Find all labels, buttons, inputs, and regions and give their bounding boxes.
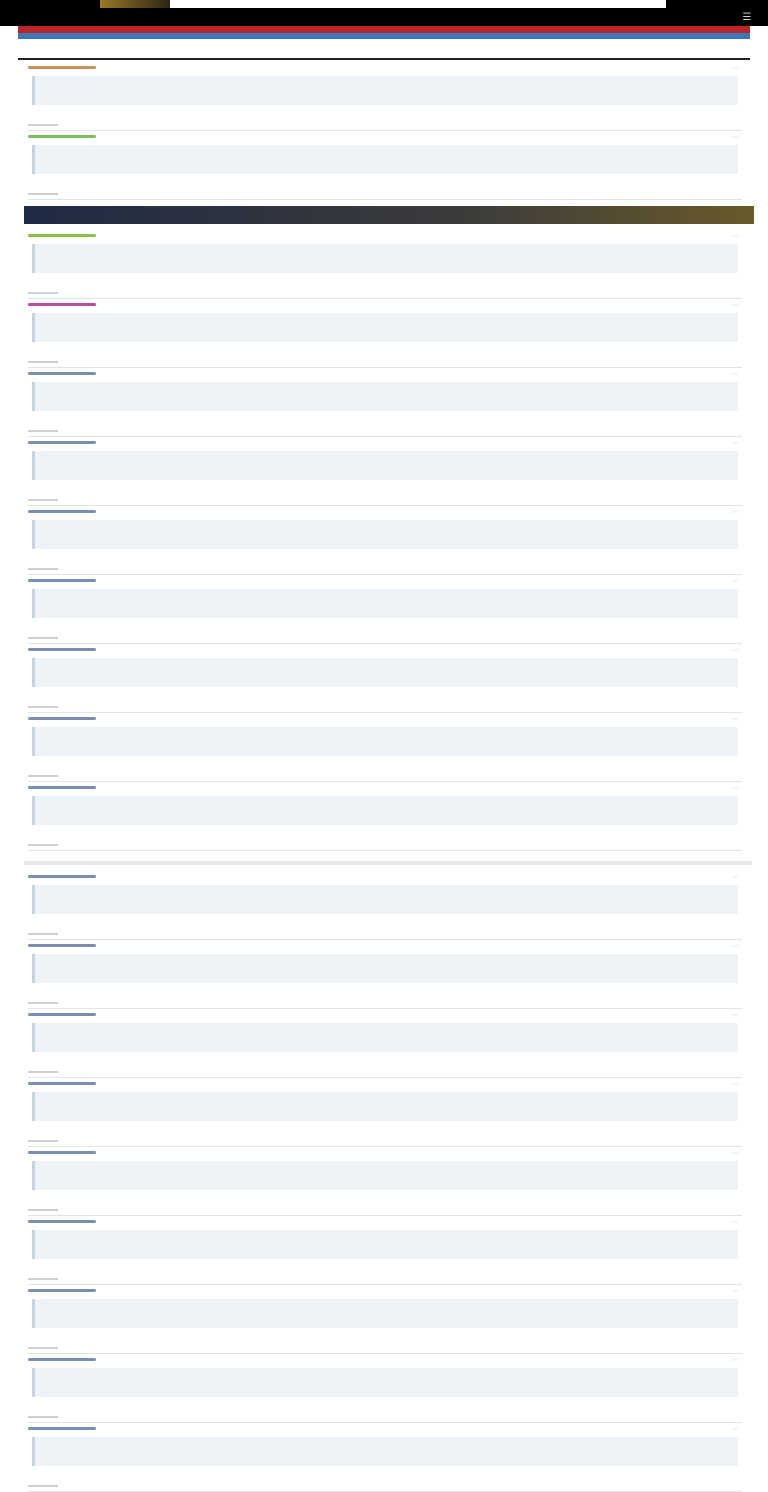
post-username[interactable]: [124, 942, 244, 952]
primary-nav-bar[interactable]: [18, 26, 750, 33]
user-rank-bar: [28, 1013, 96, 1016]
quote-text: [75, 964, 730, 980]
post-username[interactable]: [124, 64, 244, 74]
post-quote: [32, 1368, 738, 1397]
post-quote: [32, 658, 738, 687]
post-reply-link[interactable]: [28, 1071, 58, 1073]
post-username[interactable]: [124, 1218, 244, 1228]
post-options-icon[interactable]: ⋯: [731, 440, 739, 447]
post-header: [28, 646, 742, 656]
post-username[interactable]: [124, 1080, 244, 1090]
post-body: [28, 986, 742, 1000]
post-quote: [32, 1437, 738, 1466]
post-number[interactable]: [688, 371, 718, 379]
forum-post: [28, 871, 742, 940]
post-header: [28, 1287, 742, 1297]
user-rank-bar: [28, 66, 96, 69]
post-options-icon[interactable]: ⋯: [731, 647, 739, 654]
post-options-icon[interactable]: ⋯: [731, 65, 739, 72]
post-reply-link[interactable]: [28, 499, 58, 501]
post-number[interactable]: [688, 440, 718, 448]
quote-author[interactable]: [75, 147, 730, 155]
post-options-icon[interactable]: ⋯: [731, 716, 739, 723]
post-reply-link[interactable]: [28, 1347, 58, 1349]
quote-text: [75, 806, 730, 822]
user-rank-bar: [28, 717, 96, 720]
post-username[interactable]: [124, 715, 244, 725]
quote-text: [75, 155, 730, 171]
post-reply-link[interactable]: [28, 292, 58, 294]
quote-author[interactable]: [75, 315, 730, 323]
post-timestamp: [248, 134, 448, 142]
post-quote: [32, 1161, 738, 1190]
quote-text: [75, 737, 730, 753]
quote-author[interactable]: [75, 78, 730, 86]
forum-post: [28, 1216, 742, 1285]
post-reply-link[interactable]: [28, 430, 58, 432]
post-timestamp: [248, 1426, 448, 1434]
quote-author[interactable]: [75, 956, 730, 964]
post-timestamp: [248, 716, 448, 724]
post-body: [28, 1262, 742, 1276]
post-reply-link[interactable]: [28, 568, 58, 570]
quote-author[interactable]: [75, 1301, 730, 1309]
quote-text: [75, 86, 730, 102]
post-username[interactable]: [124, 370, 244, 380]
post-quote: [32, 727, 738, 756]
post-number[interactable]: [688, 716, 718, 724]
post-username[interactable]: [124, 1425, 244, 1435]
post-header: [28, 1218, 742, 1228]
user-rank-bar: [28, 1289, 96, 1292]
post-options-icon[interactable]: ⋯: [731, 943, 739, 950]
post-body: [28, 552, 742, 566]
post-quote: [32, 145, 738, 174]
post-header: [28, 577, 742, 587]
post-reply-link[interactable]: [28, 1002, 58, 1004]
post-options-icon[interactable]: ⋯: [731, 1219, 739, 1226]
post-reply-link[interactable]: [28, 124, 58, 126]
post-body: [28, 759, 742, 773]
user-rank-bar: [28, 234, 96, 237]
post-username[interactable]: [124, 232, 244, 242]
post-username[interactable]: [124, 577, 244, 587]
post-timestamp: [248, 1012, 448, 1020]
post-options-icon[interactable]: ⋯: [731, 1012, 739, 1019]
inline-ad-banner[interactable]: [24, 206, 754, 224]
forum-post: [28, 230, 742, 299]
quote-author[interactable]: [75, 1025, 730, 1033]
user-rank-bar: [28, 1220, 96, 1223]
post-options-icon[interactable]: ⋯: [731, 1288, 739, 1295]
post-number[interactable]: [688, 647, 718, 655]
post-reply-link[interactable]: [28, 1485, 58, 1487]
post-quote: [32, 451, 738, 480]
post-header: [28, 232, 742, 242]
quote-author[interactable]: [75, 887, 730, 895]
user-rank-bar: [28, 441, 96, 444]
post-timestamp: [248, 874, 448, 882]
post-username[interactable]: [124, 873, 244, 883]
post-list: [28, 62, 742, 1492]
post-body: [28, 1193, 742, 1207]
post-reply-link[interactable]: [28, 844, 58, 846]
user-rank-bar: [28, 510, 96, 513]
post-header: [28, 1080, 742, 1090]
post-reply-link[interactable]: [28, 1209, 58, 1211]
site-logo[interactable]: [10, 12, 150, 24]
forum-post: [28, 131, 742, 200]
user-rank-bar: [28, 1151, 96, 1154]
post-options-icon[interactable]: ⋯: [731, 134, 739, 141]
post-username[interactable]: [124, 439, 244, 449]
forum-post: [28, 940, 742, 1009]
post-timestamp: [248, 233, 448, 241]
post-username[interactable]: [124, 646, 244, 656]
user-rank-bar: [28, 648, 96, 651]
post-quote: [32, 796, 738, 825]
post-number[interactable]: [688, 578, 718, 586]
post-reply-link[interactable]: [28, 193, 58, 195]
quote-author[interactable]: [75, 384, 730, 392]
post-timestamp: [248, 302, 448, 310]
post-options-icon[interactable]: ⋯: [731, 1150, 739, 1157]
post-header: [28, 715, 742, 725]
post-username[interactable]: [124, 1011, 244, 1021]
banner-emblem-image: [100, 0, 170, 8]
post-quote: [32, 1023, 738, 1052]
post-options-icon[interactable]: ⋯: [731, 509, 739, 516]
post-body: [28, 108, 742, 122]
post-username[interactable]: [124, 133, 244, 143]
forum-post: [28, 368, 742, 437]
post-quote: [32, 885, 738, 914]
quote-text: [75, 1102, 730, 1118]
quote-text: [75, 1378, 730, 1394]
quote-text: [75, 1309, 730, 1325]
post-header: [28, 784, 742, 794]
quote-text: [75, 461, 730, 477]
post-number[interactable]: [688, 233, 718, 241]
post-body: [28, 483, 742, 497]
thread-divider: [18, 58, 750, 60]
quote-author[interactable]: [75, 1163, 730, 1171]
user-rank-bar: [28, 1358, 96, 1361]
post-header: [28, 301, 742, 311]
post-body: [28, 1124, 742, 1138]
post-number[interactable]: [688, 874, 718, 882]
post-body: [28, 828, 742, 842]
post-quote: [32, 1299, 738, 1328]
quote-text: [75, 323, 730, 339]
post-timestamp: [248, 371, 448, 379]
post-timestamp: [248, 1288, 448, 1296]
forum-post: [28, 1354, 742, 1423]
post-header: [28, 1356, 742, 1366]
post-timestamp: [248, 943, 448, 951]
hamburger-menu-icon[interactable]: ☰: [742, 12, 752, 23]
top-ad-banner[interactable]: [100, 0, 666, 8]
post-quote: [32, 76, 738, 105]
forum-post: [28, 713, 742, 782]
post-number[interactable]: [688, 943, 718, 951]
post-body: [28, 1331, 742, 1345]
quote-author[interactable]: [75, 1094, 730, 1102]
quote-author[interactable]: [75, 453, 730, 461]
post-number[interactable]: [688, 785, 718, 793]
page-separator: [24, 861, 752, 865]
post-body: [28, 1055, 742, 1069]
post-number[interactable]: [688, 1357, 718, 1365]
thread-info: [420, 44, 740, 52]
post-timestamp: [248, 578, 448, 586]
post-options-icon[interactable]: ⋯: [731, 371, 739, 378]
post-quote: [32, 520, 738, 549]
quote-text: [75, 599, 730, 615]
user-rank-bar: [28, 875, 96, 878]
quote-author[interactable]: [75, 522, 730, 530]
post-header: [28, 133, 742, 143]
forum-post: [28, 506, 742, 575]
post-body: [28, 917, 742, 931]
post-quote: [32, 1230, 738, 1259]
post-reply-link[interactable]: [28, 1140, 58, 1142]
secondary-nav-bar[interactable]: [18, 33, 750, 39]
quote-author[interactable]: [75, 1439, 730, 1447]
quote-author[interactable]: [75, 798, 730, 806]
quote-author[interactable]: [75, 246, 730, 254]
quote-author[interactable]: [75, 660, 730, 668]
post-header: [28, 873, 742, 883]
post-number[interactable]: [688, 65, 718, 73]
quote-text: [75, 254, 730, 270]
post-reply-link[interactable]: [28, 1278, 58, 1280]
post-body: [28, 414, 742, 428]
user-rank-bar: [28, 786, 96, 789]
post-body: [28, 690, 742, 704]
post-body: [28, 345, 742, 359]
user-rank-bar: [28, 1082, 96, 1085]
quote-author[interactable]: [75, 1232, 730, 1240]
post-options-icon[interactable]: ⋯: [731, 785, 739, 792]
post-quote: [32, 313, 738, 342]
post-body: [28, 1400, 742, 1414]
post-timestamp: [248, 1150, 448, 1158]
post-username[interactable]: [124, 1287, 244, 1297]
post-timestamp: [248, 1219, 448, 1227]
post-header: [28, 370, 742, 380]
forum-post: [28, 299, 742, 368]
forum-post: [28, 644, 742, 713]
user-rank-bar: [28, 1427, 96, 1430]
post-header: [28, 439, 742, 449]
quote-author[interactable]: [75, 729, 730, 737]
post-timestamp: [248, 509, 448, 517]
post-reply-link[interactable]: [28, 637, 58, 639]
post-timestamp: [248, 785, 448, 793]
post-header: [28, 942, 742, 952]
post-number[interactable]: [688, 302, 718, 310]
quote-text: [75, 392, 730, 408]
quote-author[interactable]: [75, 1370, 730, 1378]
post-options-icon[interactable]: ⋯: [731, 1357, 739, 1364]
forum-post: [28, 1285, 742, 1354]
banner-text: [400, 0, 660, 8]
post-options-icon[interactable]: ⋯: [731, 874, 739, 881]
post-options-icon[interactable]: ⋯: [731, 233, 739, 240]
post-quote: [32, 589, 738, 618]
post-quote: [32, 382, 738, 411]
post-reply-link[interactable]: [28, 706, 58, 708]
post-number[interactable]: [688, 1012, 718, 1020]
post-options-icon[interactable]: ⋯: [731, 578, 739, 585]
quote-text: [75, 1447, 730, 1463]
quote-author[interactable]: [75, 591, 730, 599]
post-number[interactable]: [688, 509, 718, 517]
post-header: [28, 64, 742, 74]
post-number[interactable]: [688, 1219, 718, 1227]
post-options-icon[interactable]: ⋯: [731, 1426, 739, 1433]
post-body: [28, 1469, 742, 1483]
post-header: [28, 1425, 742, 1435]
quote-text: [75, 668, 730, 684]
post-options-icon[interactable]: ⋯: [731, 302, 739, 309]
post-reply-link[interactable]: [28, 361, 58, 363]
post-number[interactable]: [688, 1150, 718, 1158]
forum-post: [28, 437, 742, 506]
post-number[interactable]: [688, 1288, 718, 1296]
forum-post: [28, 1423, 742, 1492]
post-body: [28, 177, 742, 191]
forum-post: [28, 1147, 742, 1216]
post-username[interactable]: [124, 508, 244, 518]
quote-text: [75, 530, 730, 546]
post-reply-link[interactable]: [28, 933, 58, 935]
post-header: [28, 508, 742, 518]
post-timestamp: [248, 647, 448, 655]
thread-pagination[interactable]: [22, 50, 322, 58]
post-timestamp: [248, 1081, 448, 1089]
post-username[interactable]: [124, 784, 244, 794]
post-body: [28, 621, 742, 635]
site-header: [0, 0, 768, 26]
header-link[interactable]: [668, 14, 728, 24]
forum-post: [28, 1078, 742, 1147]
quote-text: [75, 1240, 730, 1256]
post-number[interactable]: [688, 1081, 718, 1089]
quote-text: [75, 1033, 730, 1049]
post-quote: [32, 244, 738, 273]
post-reply-link[interactable]: [28, 1416, 58, 1418]
forum-post: [28, 575, 742, 644]
post-timestamp: [248, 1357, 448, 1365]
forum-post: [28, 62, 742, 131]
post-number[interactable]: [688, 134, 718, 142]
post-username[interactable]: [124, 301, 244, 311]
post-username[interactable]: [124, 1149, 244, 1159]
forum-post: [28, 782, 742, 851]
post-number[interactable]: [688, 1426, 718, 1434]
user-rank-bar: [28, 944, 96, 947]
post-timestamp: [248, 65, 448, 73]
quote-text: [75, 1171, 730, 1187]
post-timestamp: [248, 440, 448, 448]
post-quote: [32, 1092, 738, 1121]
post-header: [28, 1149, 742, 1159]
user-rank-bar: [28, 372, 96, 375]
post-reply-link[interactable]: [28, 775, 58, 777]
post-body: [28, 276, 742, 290]
user-rank-bar: [28, 135, 96, 138]
user-rank-bar: [28, 579, 96, 582]
post-header: [28, 1011, 742, 1021]
thread-title[interactable]: [22, 40, 402, 50]
forum-post: [28, 1009, 742, 1078]
quote-text: [75, 895, 730, 911]
post-options-icon[interactable]: ⋯: [731, 1081, 739, 1088]
user-rank-bar: [28, 303, 96, 306]
post-quote: [32, 954, 738, 983]
post-username[interactable]: [124, 1356, 244, 1366]
